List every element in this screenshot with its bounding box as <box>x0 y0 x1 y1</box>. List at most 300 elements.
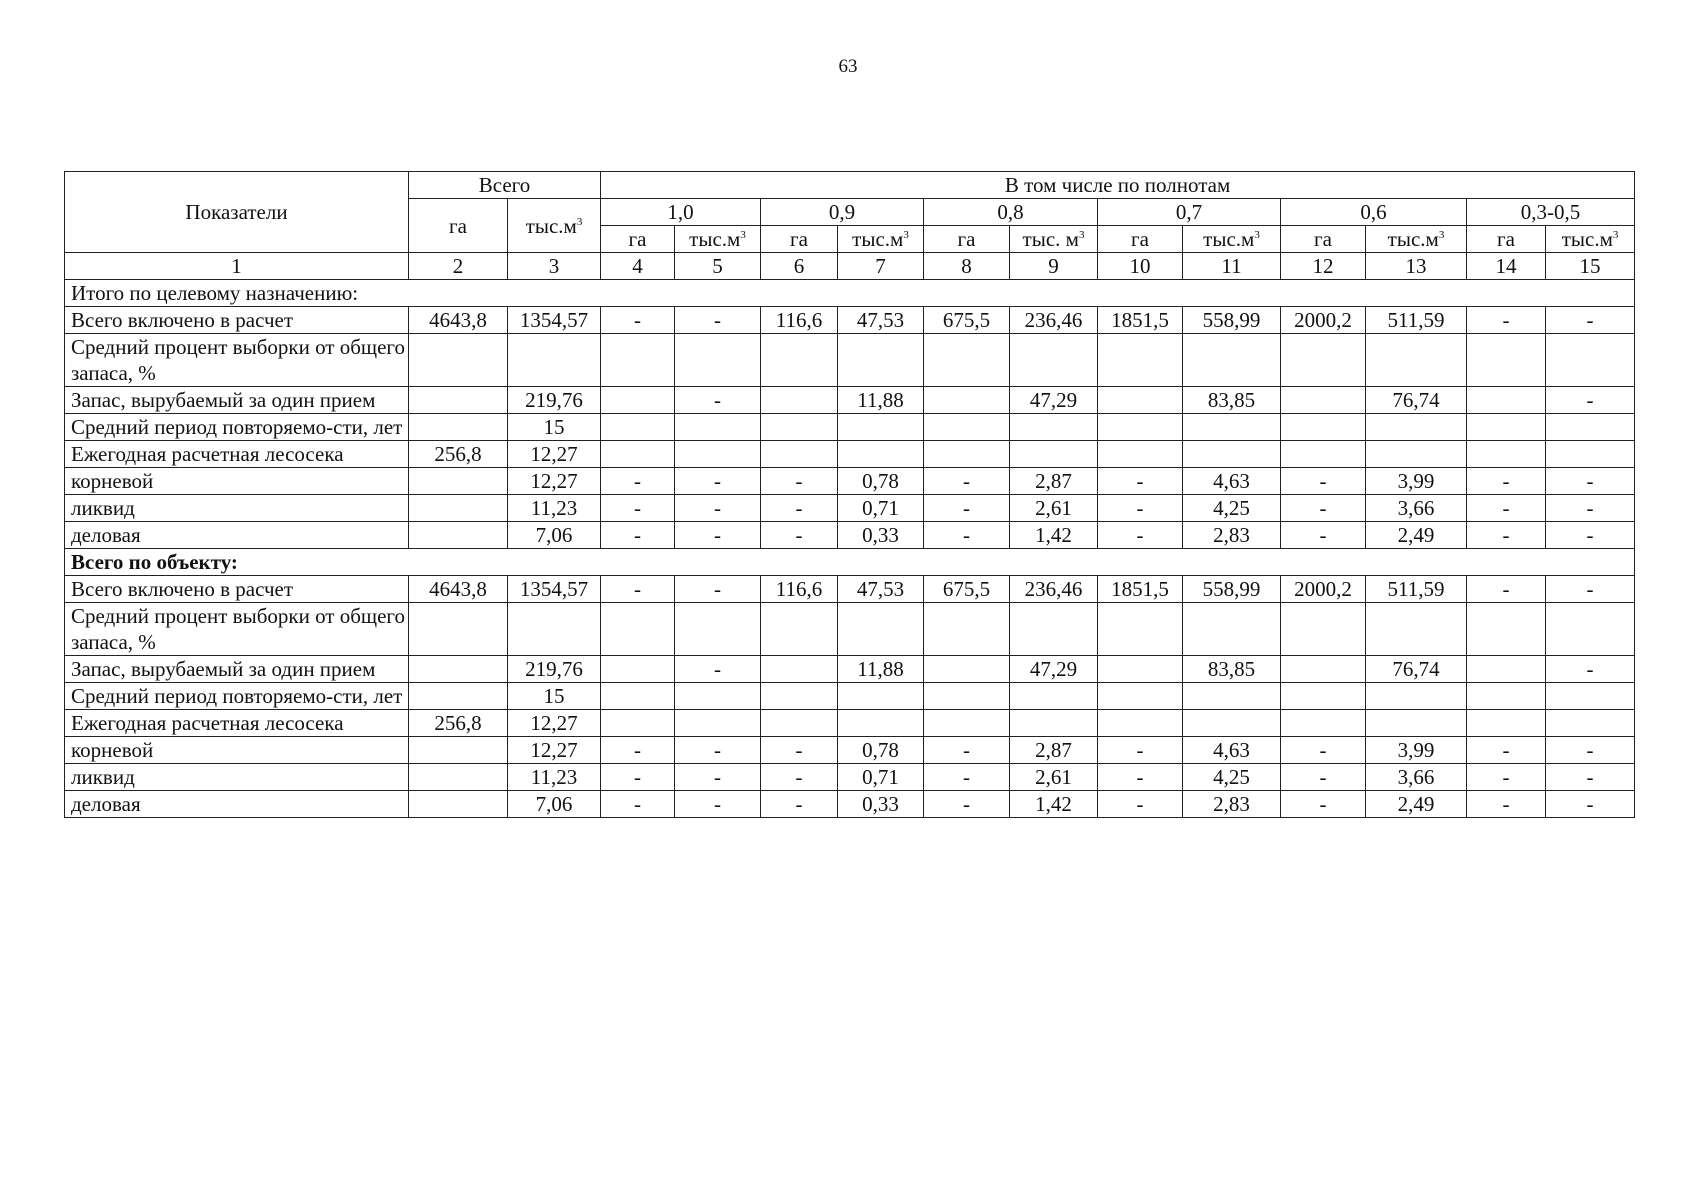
table-cell: - <box>1281 737 1366 764</box>
table-cell <box>1546 683 1635 710</box>
table-cell: - <box>675 764 761 791</box>
table-cell: - <box>601 307 675 334</box>
table-row <box>65 791 1635 818</box>
table-cell: - <box>675 495 761 522</box>
table-cell <box>1467 656 1546 683</box>
column-number-row <box>65 253 1635 280</box>
table-cell: 12,27 <box>508 441 601 468</box>
table-cell: - <box>761 791 838 818</box>
table-cell <box>1467 710 1546 737</box>
table-cell: - <box>1546 737 1635 764</box>
table-cell: - <box>924 522 1010 549</box>
table-cell <box>1281 603 1366 656</box>
forest-stock-table <box>64 171 1635 818</box>
table-cell: - <box>1281 791 1366 818</box>
table-cell <box>924 603 1010 656</box>
table-cell <box>924 656 1010 683</box>
table-cell <box>1098 603 1183 656</box>
table-cell: 12,27 <box>508 468 601 495</box>
table-cell: - <box>601 764 675 791</box>
table-cell <box>1366 603 1467 656</box>
subheader-ha: га <box>1281 226 1366 253</box>
table-cell <box>601 387 675 414</box>
table-cell: 0,33 <box>838 522 924 549</box>
table-body <box>65 280 1635 818</box>
row-label: Средний период повторяемо-сти, лет <box>65 414 409 441</box>
table-cell <box>838 683 924 710</box>
table-cell: 4643,8 <box>409 307 508 334</box>
table-cell <box>1281 683 1366 710</box>
subheader-unit-cube: 3 <box>1078 229 1085 241</box>
table-cell: 1851,5 <box>1098 576 1183 603</box>
table-cell <box>1281 334 1366 387</box>
table-cell: 47,53 <box>838 307 924 334</box>
table-cell <box>838 603 924 656</box>
table-cell: - <box>601 495 675 522</box>
table-cell: - <box>675 522 761 549</box>
table-cell: - <box>675 656 761 683</box>
table-cell: - <box>761 737 838 764</box>
table-cell: 7,06 <box>508 522 601 549</box>
table-cell <box>924 683 1010 710</box>
table-cell: 7,06 <box>508 791 601 818</box>
table-cell <box>601 710 675 737</box>
table-cell: - <box>601 576 675 603</box>
table-cell <box>601 334 675 387</box>
table-cell <box>1366 334 1467 387</box>
column-number: 10 <box>1098 253 1183 280</box>
table-cell: 116,6 <box>761 576 838 603</box>
table-cell: 2,83 <box>1183 522 1281 549</box>
table-cell: - <box>601 737 675 764</box>
table-cell: 0,71 <box>838 764 924 791</box>
table-cell: 3,66 <box>1366 764 1467 791</box>
subheader-volume <box>1366 226 1467 253</box>
table-cell <box>838 441 924 468</box>
table-row <box>65 468 1635 495</box>
table-cell: 2,87 <box>1010 737 1098 764</box>
table-cell <box>761 603 838 656</box>
table-cell: 12,27 <box>508 710 601 737</box>
header-density-3: 0,8 <box>924 199 1098 226</box>
table-cell: 2,87 <box>1010 468 1098 495</box>
column-number: 4 <box>601 253 675 280</box>
table-cell: - <box>924 764 1010 791</box>
table-cell: 2,49 <box>1366 522 1467 549</box>
table-cell: 256,8 <box>409 441 508 468</box>
table-cell <box>761 683 838 710</box>
table-cell: 4,25 <box>1183 495 1281 522</box>
subheader-ha: га <box>601 226 675 253</box>
subheader-unit-text: тыс.м <box>689 227 741 251</box>
table-row <box>65 764 1635 791</box>
table-cell <box>409 737 508 764</box>
table-row <box>65 414 1635 441</box>
header-density-2: 0,9 <box>761 199 924 226</box>
table-cell: - <box>1098 468 1183 495</box>
table-cell: - <box>1281 468 1366 495</box>
table-cell: - <box>924 791 1010 818</box>
forest-stock-table-container <box>64 171 1634 818</box>
section-header-row <box>65 549 1635 576</box>
header-total: Всего <box>409 172 601 199</box>
table-cell <box>409 387 508 414</box>
table-cell: - <box>1467 737 1546 764</box>
table-row <box>65 683 1635 710</box>
subheader-unit-text: тыс.м <box>1203 227 1255 251</box>
table-cell <box>1366 683 1467 710</box>
table-row <box>65 441 1635 468</box>
table-cell: - <box>1098 495 1183 522</box>
section-title: Итого по целевому назначению: <box>65 280 1635 307</box>
table-cell: 2000,2 <box>1281 576 1366 603</box>
table-cell: 0,78 <box>838 468 924 495</box>
header-indicators: Показатели <box>65 172 409 253</box>
table-cell: 558,99 <box>1183 576 1281 603</box>
subheader-ha: га <box>1098 226 1183 253</box>
table-cell: 1354,57 <box>508 576 601 603</box>
table-cell: - <box>761 468 838 495</box>
table-cell <box>1366 414 1467 441</box>
table-cell <box>675 710 761 737</box>
table-cell <box>924 414 1010 441</box>
table-header <box>65 172 1635 280</box>
table-cell: - <box>1546 764 1635 791</box>
table-cell: 2,83 <box>1183 791 1281 818</box>
table-cell <box>409 334 508 387</box>
table-cell <box>1281 387 1366 414</box>
table-cell: - <box>1098 737 1183 764</box>
table-cell <box>675 334 761 387</box>
table-cell: 47,29 <box>1010 656 1098 683</box>
table-cell: 2000,2 <box>1281 307 1366 334</box>
table-cell <box>601 603 675 656</box>
table-cell: - <box>761 522 838 549</box>
header-total-ha: га <box>409 199 508 253</box>
table-cell: 2,61 <box>1010 764 1098 791</box>
table-cell: - <box>1467 576 1546 603</box>
table-cell: - <box>675 791 761 818</box>
table-cell <box>1010 710 1098 737</box>
subheader-volume <box>1010 226 1098 253</box>
table-cell <box>1467 441 1546 468</box>
row-label: Средний процент выборки от общего запаса, % <box>65 603 409 656</box>
table-row <box>65 387 1635 414</box>
table-cell: 11,23 <box>508 764 601 791</box>
table-cell <box>924 334 1010 387</box>
table-cell <box>1098 414 1183 441</box>
table-cell: - <box>924 737 1010 764</box>
table-cell <box>1546 414 1635 441</box>
table-cell: - <box>1467 764 1546 791</box>
table-cell: - <box>1467 307 1546 334</box>
table-cell <box>409 603 508 656</box>
table-cell: - <box>675 307 761 334</box>
table-cell: 0,78 <box>838 737 924 764</box>
table-cell <box>601 683 675 710</box>
column-number: 7 <box>838 253 924 280</box>
column-number: 15 <box>1546 253 1635 280</box>
table-cell <box>1467 334 1546 387</box>
table-cell: - <box>1098 764 1183 791</box>
table-row <box>65 522 1635 549</box>
table-cell <box>409 522 508 549</box>
table-row <box>65 737 1635 764</box>
table-cell: 15 <box>508 683 601 710</box>
table-cell <box>1546 710 1635 737</box>
row-label: деловая <box>65 522 409 549</box>
table-cell <box>1366 441 1467 468</box>
table-cell: 511,59 <box>1366 576 1467 603</box>
table-row <box>65 307 1635 334</box>
table-cell: - <box>1546 387 1635 414</box>
table-cell: 0,33 <box>838 791 924 818</box>
header-total-volume <box>508 199 601 253</box>
table-cell <box>601 441 675 468</box>
table-cell <box>1098 710 1183 737</box>
table-cell: - <box>675 387 761 414</box>
table-cell: - <box>601 468 675 495</box>
table-cell: 4,63 <box>1183 468 1281 495</box>
table-cell <box>508 334 601 387</box>
row-label: Средний период повторяемо-сти, лет <box>65 683 409 710</box>
table-cell <box>761 414 838 441</box>
table-cell <box>675 441 761 468</box>
table-row <box>65 495 1635 522</box>
table-cell: 675,5 <box>924 576 1010 603</box>
table-cell <box>761 441 838 468</box>
table-cell: - <box>1546 656 1635 683</box>
subheader-volume <box>838 226 924 253</box>
table-cell: - <box>924 468 1010 495</box>
table-cell: 3,99 <box>1366 468 1467 495</box>
table-cell: 511,59 <box>1366 307 1467 334</box>
row-label: Запас, вырубаемый за один прием <box>65 656 409 683</box>
table-row <box>65 576 1635 603</box>
table-cell: 1851,5 <box>1098 307 1183 334</box>
subheader-unit-text: тыс. м <box>1022 227 1079 251</box>
table-cell: 11,23 <box>508 495 601 522</box>
table-cell: 11,88 <box>838 387 924 414</box>
table-cell: - <box>1546 307 1635 334</box>
table-cell: - <box>1281 522 1366 549</box>
table-row <box>65 656 1635 683</box>
header-density-6: 0,3-0,5 <box>1467 199 1635 226</box>
table-cell: - <box>1546 468 1635 495</box>
table-cell <box>1098 387 1183 414</box>
column-number: 2 <box>409 253 508 280</box>
table-cell: - <box>761 764 838 791</box>
section-title: Всего по объекту: <box>65 549 1635 576</box>
header-unit-cube: 3 <box>576 215 583 228</box>
table-cell: - <box>1467 522 1546 549</box>
header-by-density: В том числе по полнотам <box>601 172 1635 199</box>
row-label: Всего включено в расчет <box>65 576 409 603</box>
row-label: Ежегодная расчетная лесосека <box>65 710 409 737</box>
table-cell: - <box>1281 495 1366 522</box>
table-cell: 236,46 <box>1010 576 1098 603</box>
table-cell <box>1366 710 1467 737</box>
table-cell: 1,42 <box>1010 791 1098 818</box>
table-cell <box>1098 656 1183 683</box>
row-label: ликвид <box>65 764 409 791</box>
subheader-unit-cube: 3 <box>1612 229 1619 241</box>
subheader-ha: га <box>761 226 838 253</box>
subheader-ha: га <box>924 226 1010 253</box>
table-row <box>65 603 1635 656</box>
table-cell <box>924 387 1010 414</box>
column-number: 13 <box>1366 253 1467 280</box>
table-cell <box>924 710 1010 737</box>
table-cell: 256,8 <box>409 710 508 737</box>
column-number: 12 <box>1281 253 1366 280</box>
table-cell <box>1546 441 1635 468</box>
table-cell: 2,49 <box>1366 791 1467 818</box>
table-cell: 4,63 <box>1183 737 1281 764</box>
column-number: 11 <box>1183 253 1281 280</box>
table-cell: 47,53 <box>838 576 924 603</box>
table-cell <box>761 710 838 737</box>
column-number: 3 <box>508 253 601 280</box>
row-label: Ежегодная расчетная лесосека <box>65 441 409 468</box>
table-cell: 12,27 <box>508 737 601 764</box>
table-cell: 83,85 <box>1183 387 1281 414</box>
table-cell: 76,74 <box>1366 387 1467 414</box>
table-cell: - <box>924 495 1010 522</box>
table-cell <box>838 334 924 387</box>
table-cell: - <box>761 495 838 522</box>
table-cell: - <box>1546 791 1635 818</box>
table-cell <box>1281 414 1366 441</box>
table-cell: 3,99 <box>1366 737 1467 764</box>
table-cell <box>1467 683 1546 710</box>
table-cell <box>409 683 508 710</box>
table-cell <box>409 495 508 522</box>
table-cell: - <box>1546 522 1635 549</box>
subheader-unit-cube: 3 <box>903 229 909 241</box>
table-cell: 2,61 <box>1010 495 1098 522</box>
row-label: Всего включено в расчет <box>65 307 409 334</box>
table-cell: 15 <box>508 414 601 441</box>
table-cell <box>1183 603 1281 656</box>
table-cell <box>409 764 508 791</box>
table-cell: 11,88 <box>838 656 924 683</box>
table-cell: - <box>601 522 675 549</box>
column-number: 14 <box>1467 253 1546 280</box>
table-cell <box>409 414 508 441</box>
table-cell <box>601 414 675 441</box>
table-cell <box>1010 414 1098 441</box>
column-number: 6 <box>761 253 838 280</box>
table-cell: 1354,57 <box>508 307 601 334</box>
table-cell <box>1098 441 1183 468</box>
table-cell: 219,76 <box>508 656 601 683</box>
table-cell <box>838 414 924 441</box>
table-row <box>65 334 1635 387</box>
table-cell <box>1010 334 1098 387</box>
table-cell: - <box>1098 522 1183 549</box>
table-cell: 558,99 <box>1183 307 1281 334</box>
table-cell <box>675 414 761 441</box>
subheader-volume <box>1183 226 1281 253</box>
table-cell <box>1281 656 1366 683</box>
table-cell: 3,66 <box>1366 495 1467 522</box>
table-cell <box>601 656 675 683</box>
table-cell <box>675 683 761 710</box>
table-cell <box>1010 441 1098 468</box>
table-cell <box>1183 710 1281 737</box>
subheader-unit-cube: 3 <box>1438 229 1445 241</box>
subheader-volume <box>675 226 761 253</box>
row-label: корневой <box>65 468 409 495</box>
table-cell <box>1098 683 1183 710</box>
table-cell <box>675 603 761 656</box>
subheader-unit-text: тыс.м <box>852 227 904 251</box>
column-number: 5 <box>675 253 761 280</box>
table-cell: - <box>1281 764 1366 791</box>
table-cell: 1,42 <box>1010 522 1098 549</box>
table-cell: - <box>1098 791 1183 818</box>
table-cell <box>409 791 508 818</box>
row-label: Запас, вырубаемый за один прием <box>65 387 409 414</box>
row-label: деловая <box>65 791 409 818</box>
table-cell <box>1183 334 1281 387</box>
subheader-unit-cube: 3 <box>1254 229 1260 241</box>
table-cell <box>1010 683 1098 710</box>
row-label: ликвид <box>65 495 409 522</box>
subheader-unit-text: тыс.м <box>1387 227 1439 251</box>
header-density-4: 0,7 <box>1098 199 1281 226</box>
table-cell <box>1467 387 1546 414</box>
subheader-unit-cube: 3 <box>740 229 746 241</box>
table-cell <box>761 387 838 414</box>
table-cell: 675,5 <box>924 307 1010 334</box>
row-label: Средний процент выборки от общего запаса, % <box>65 334 409 387</box>
table-cell <box>761 656 838 683</box>
column-number: 9 <box>1010 253 1098 280</box>
table-cell <box>1183 683 1281 710</box>
table-cell <box>1010 603 1098 656</box>
table-cell: - <box>675 737 761 764</box>
section-header-row <box>65 280 1635 307</box>
header-density-1: 1,0 <box>601 199 761 226</box>
table-cell <box>1546 334 1635 387</box>
row-label: корневой <box>65 737 409 764</box>
column-number: 8 <box>924 253 1010 280</box>
table-cell: 0,71 <box>838 495 924 522</box>
header-density-5: 0,6 <box>1281 199 1467 226</box>
table-cell <box>761 334 838 387</box>
table-cell: 4,25 <box>1183 764 1281 791</box>
table-cell <box>409 656 508 683</box>
subheader-volume <box>1546 226 1635 253</box>
table-cell: 4643,8 <box>409 576 508 603</box>
table-cell: 76,74 <box>1366 656 1467 683</box>
table-cell <box>1467 603 1546 656</box>
table-cell <box>1183 414 1281 441</box>
table-cell <box>924 441 1010 468</box>
table-cell: - <box>1467 495 1546 522</box>
table-cell: - <box>1467 791 1546 818</box>
table-cell <box>1281 441 1366 468</box>
header-unit-text: тыс.м <box>525 213 577 238</box>
table-cell <box>1183 441 1281 468</box>
table-cell: 236,46 <box>1010 307 1098 334</box>
subheader-ha: га <box>1467 226 1546 253</box>
page-number: 63 <box>838 56 858 77</box>
table-cell <box>508 603 601 656</box>
column-number: 1 <box>65 253 409 280</box>
